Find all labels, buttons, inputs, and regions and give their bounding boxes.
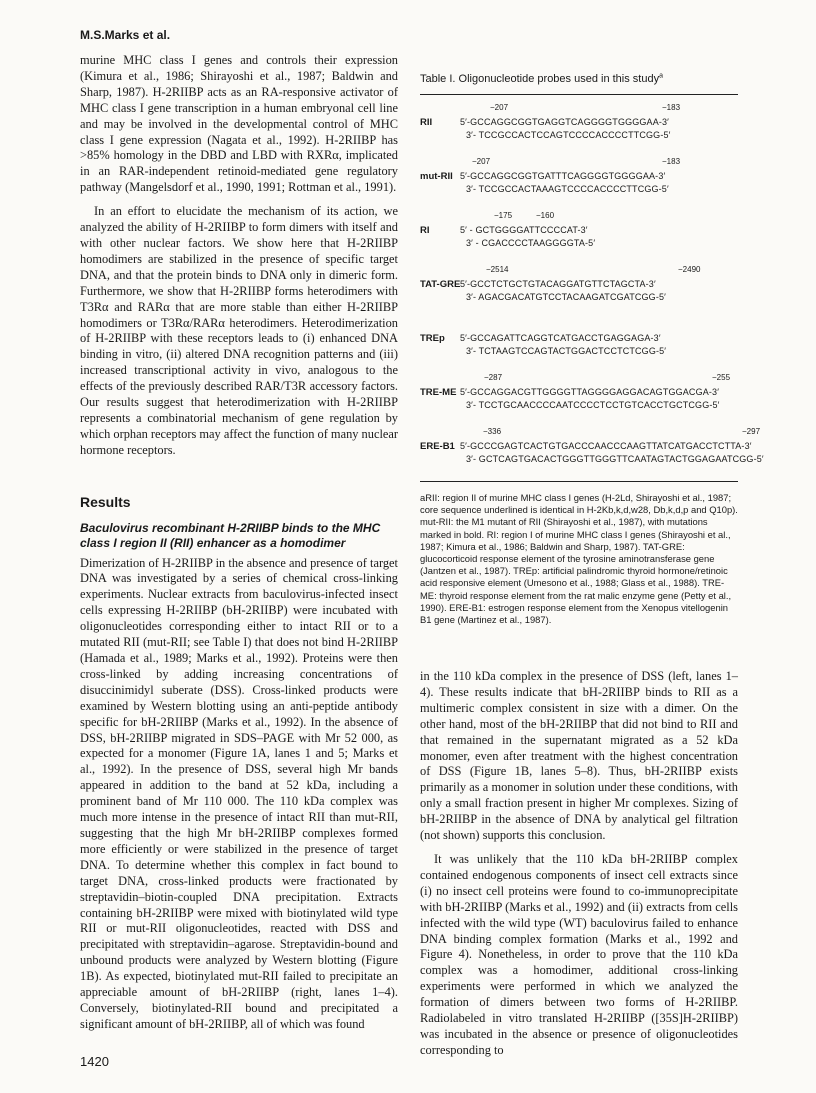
probe-row (420, 419, 764, 473)
probe-name: mut-RII (420, 170, 453, 182)
right-column-bottom (420, 669, 738, 1059)
probe-strand-3prime: 3′- AGACGACATGTCCTACAAGATCGATCGG-5′ (466, 291, 666, 302)
probe-strand-3prime: 3′- TCCTGCAACCCCAATCCCCTCCTGTCACCTGCTCGG-5′ (466, 399, 720, 410)
table-footnote: aRII: region II of murine MHC class I genes (H-2Ld, Shirayoshi et al., 1987; core sequence underlined is identical in H-2Kb,k,d,w28, Db,k,d,p and Q10p). mut-RII: the M1 mutant of RII (Shirayoshi et al., 1987), with mutations marked in bold. RI: region I of murine MHC class I genes (Shirayoshi et al., 1987; Kimura et al., 1986; Baldwin and Sharp, 1987). TAT-GRE: glucocorticoid response element of the tyrosine aminotransferase gene (Jantzen et al., 1987). TREp: artificial palindromic thyroid hormone/retinoic acid responsive element (Umesono et al., 1988; Glass et al., 1988). TRE-ME: thyroid response element from the rat malic enzyme gene (Petty et al., 1990). ERE-B1: estrogen response element from the Xenopus vitellogenin B1 gene (Martinez et al., 1987). (420, 491, 738, 625)
oligonucleotide-table (420, 95, 764, 475)
right-paragraph-2: It was unlikely that the 110 kDa bH-2RIIBP complex contained endogenous components of insect cell extracts since (i) no insect cell proteins were found to co-immunoprecipitate with bH-2RIIBP (Marks et al., 1992) and (ii) extracts from cells infected with the wild type (WT) baculovirus failed to enhance DNA binding complex formation (Marks et al., 1992 and Figure 4). Nonetheless, in order to prove that the 110 kDa complex was a homodimer, additional cross-linking experiments were performed in which we analyzed the formation of dimers between two forms of H-2RIIBP. Radiolabeled in vitro translated H-2RIIBP ([35S]H-2RIIBP) was incubated in the absence or presence of oligonucleotides corresponding to (420, 851, 738, 1057)
intro-paragraph-2: In an effort to elucidate the mechanism of its action, we analyzed the ability of H-2RIIBP to form dimers with itself and with other nuclear factors. We show here that H-2RIIBP homodimers are stabilized in the presence of specific target DNA, and that the protein binds to DNA only in dimeric form. Furthermore, we show that H-2RIIBP forms heterodimers with T3Rα and RARα that are more stable than either H-2RIIBP homodimers or T3Rα/RARα heterodimers. Heterodimerization of H-2RIIBP with these receptors leads to (i) enhanced DNA binding in vitro, (ii) altered DNA recognition patterns and (iii) increased transcriptional activity in vivo, analogous to the effects of the previously described RAR/T3R accessory factors. Our results suggest that heterodimerization with H-2RIIBP represents a combinatorial mechanism of gene regulation by which orphan receptors may affect the function of many nuclear hormone receptors. (80, 204, 399, 457)
results-paragraph: Dimerization of H-2RIIBP in the absence and presence of target DNA was investigated by a series of chemical cross-linking experiments. Nuclear extracts from baculovirus-infected insect cells expressing H-2RIIBP (bH-2RIIBP) were incubated with oligonucleotides corresponding either to intact RII or to a mutated RII (mut-RII; see Table I) that does not bind H-2RIIBP (Hamada et al., 1989; Marks et al., 1992). Proteins were then cross-linked by adding increasing concentrations of disuccinimidyl suberate (DSS). Cross-linked products were examined by Western blotting using an anti-peptide antibody specific for bH-2RIIBP (Marks et al., 1992). In the absence of DSS, bH-2RIIBP migrated in SDS–PAGE with Mr 52 000, as expected for a monomer (Figure 1A, lanes 1 and 5; Marks et al., 1992). In the presence of DSS, several high Mr bands appeared in addition to the band at 52 kDa, including a prominent band of Mr 110 000. The 110 kDa complex was much more intense in the presence of intact RII than mut-RII, suggesting that the high Mr bH-2RIIBP complexes formed more efficiently or were stabilized in the presence of target DNA. To determine whether this complex in fact bound to target DNA, cross-linked products were fractionated by streptavidin–biotin-coupled DNA precipitation. Extracts containing bH-2RIIBP were mixed with biotinylated wild type RII or mut-RII oligonucleotides, reacted with DSS and precipitated with streptavidin–agarose. Streptavidin-bound and unbound products were analyzed by Western blotting (Figure 1B). As expected, biotinylated mut-RII failed to precipitate an appreciable amount of bH-2RIIBP (right, lanes 1–4). Conversely, biotinylated-RII bound and precipitated a significant amount of bH-2RIIBP, all of which was found (80, 555, 398, 1031)
subsection-heading: Baculovirus recombinant H-2RIIBP binds to the MHC class I region II (RII) enhancer as a homodimer (80, 520, 381, 551)
probe-name: ERE-B1 (420, 440, 455, 452)
probe-position-start: −2514 (486, 264, 509, 274)
probe-position-end: −255 (712, 372, 731, 382)
probe-strand-5prime: 5′ - GCTGGGGATTCCCCAT-3′ (460, 224, 588, 235)
probe-name: TREp (420, 332, 445, 344)
probe-position-end: −160 (536, 210, 555, 220)
left-column (80, 53, 398, 1033)
probe-position-start: −207 (490, 102, 509, 112)
table-title-text: Table I. Oligonucleotide probes used in this study (420, 73, 660, 85)
probe-row (420, 149, 738, 203)
probe-position-end: −183 (662, 102, 681, 112)
table-rule-bottom (420, 481, 738, 482)
probe-strand-5prime: 5′-GCCCGAGTCACTGTGACCCAACCCAAGTTATCATGACCTCTTA-3′ (460, 440, 752, 451)
probe-strand-5prime: 5′-GCCTCTGCTGTACAGGATGTTCTAGCTA-3′ (460, 278, 656, 289)
probe-position-end: −2490 (678, 264, 701, 274)
right-column-top (420, 72, 764, 626)
table-title (420, 72, 738, 88)
probe-strand-5prime: 5′-GCCAGGCGGTGAGGTCAGGGGTGGGGAA-3′ (460, 116, 669, 127)
probe-name: RI (420, 224, 430, 236)
probe-position-start: −175 (494, 210, 513, 220)
probe-position-start: −287 (484, 372, 503, 382)
page-number: 1420 (80, 1054, 109, 1069)
probe-strand-5prime: 5′-GCCAGGCGGTGATTTCAGGGGTGGGGAA-3′ (460, 170, 666, 181)
probe-position-end: −297 (742, 426, 761, 436)
probe-position-end: −183 (662, 156, 681, 166)
probe-row (420, 257, 738, 311)
right-paragraph-1: in the 110 kDa complex in the presence of DSS (left, lanes 1–4). These results indicate that bH-2RIIBP binds to RII as a multimeric complex consistent in size with a dimer. On the other hand, most of the bH-2RIIBP that did not bind to RII and that remained in the supernatant migrated as a 52 kDa monomer, even after treatment with the highest concentration of DSS (Figure 1B, lanes 5–8). Thus, bH-2RIIBP exists primarily as a monomer in solution under these conditions, with only a small fraction present in higher Mr complexes. Sizing of bH-2RIIBP in the absence of DNA by analytical gel filtration (not shown) supports this conclusion. (420, 669, 738, 843)
probe-strand-3prime: 3′- TCTAAGTCCAGTACTGGACTCCTCTCGG-5′ (466, 345, 667, 356)
probe-strand-3prime: 3′- TCCGCCACTCCAGTCCCCACCCCTTCGG-5′ (466, 129, 671, 140)
probe-position-start: −336 (483, 426, 502, 436)
probe-row (420, 203, 738, 257)
probe-strand-5prime: 5′-GCCAGGACGTTGGGGTTAGGGGAGGACAGTGGACGA-3′ (460, 386, 720, 397)
probe-strand-3prime: 3′ - CGACCCCTAAGGGGTA-5′ (466, 237, 596, 248)
probe-row (420, 311, 738, 365)
probe-position-start: −207 (472, 156, 491, 166)
probe-strand-3prime: 3′- TCCGCCACTAAAGTCCCCACCCCTTCGG-5′ (466, 183, 669, 194)
probe-strand-5prime: 5′-GCCAGATTCAGGTCATGACCTGAGGAGA-3′ (460, 332, 661, 343)
probe-row (420, 95, 738, 149)
probe-name: TRE-ME (420, 386, 457, 398)
table-title-marker: a (659, 72, 663, 80)
intro-paragraph-1: murine MHC class I genes and controls their expression (Kimura et al., 1986; Shirayoshi et al., 1987; Baldwin and Sharp, 1987). H-2RIIBP acts as an RA-responsive activator of MHC class I gene transcription in a human embryonal cell line and may be involved in the developmental control of MHC class I gene expression (Nagata et al., 1992). H-2RIIBP has >85% homology in the DBD and LBD with RXRα, implicated in an RAR-independent retinoid-mediated gene regulatory pathway (Mangelsdorf et al., 1990, 1991; Rottman et al., 1991). (80, 53, 398, 195)
probe-name: RII (420, 116, 433, 128)
probe-name: TAT-GRE (420, 278, 461, 290)
running-head: M.S.Marks et al. (80, 28, 171, 42)
probe-row (420, 365, 738, 419)
probe-strand-3prime: 3′- GCTCAGTGACACTGGGTTGGGTTCAATAGTACTGGAGAATCGG-5′ (466, 453, 764, 464)
section-heading: Results (80, 493, 131, 510)
